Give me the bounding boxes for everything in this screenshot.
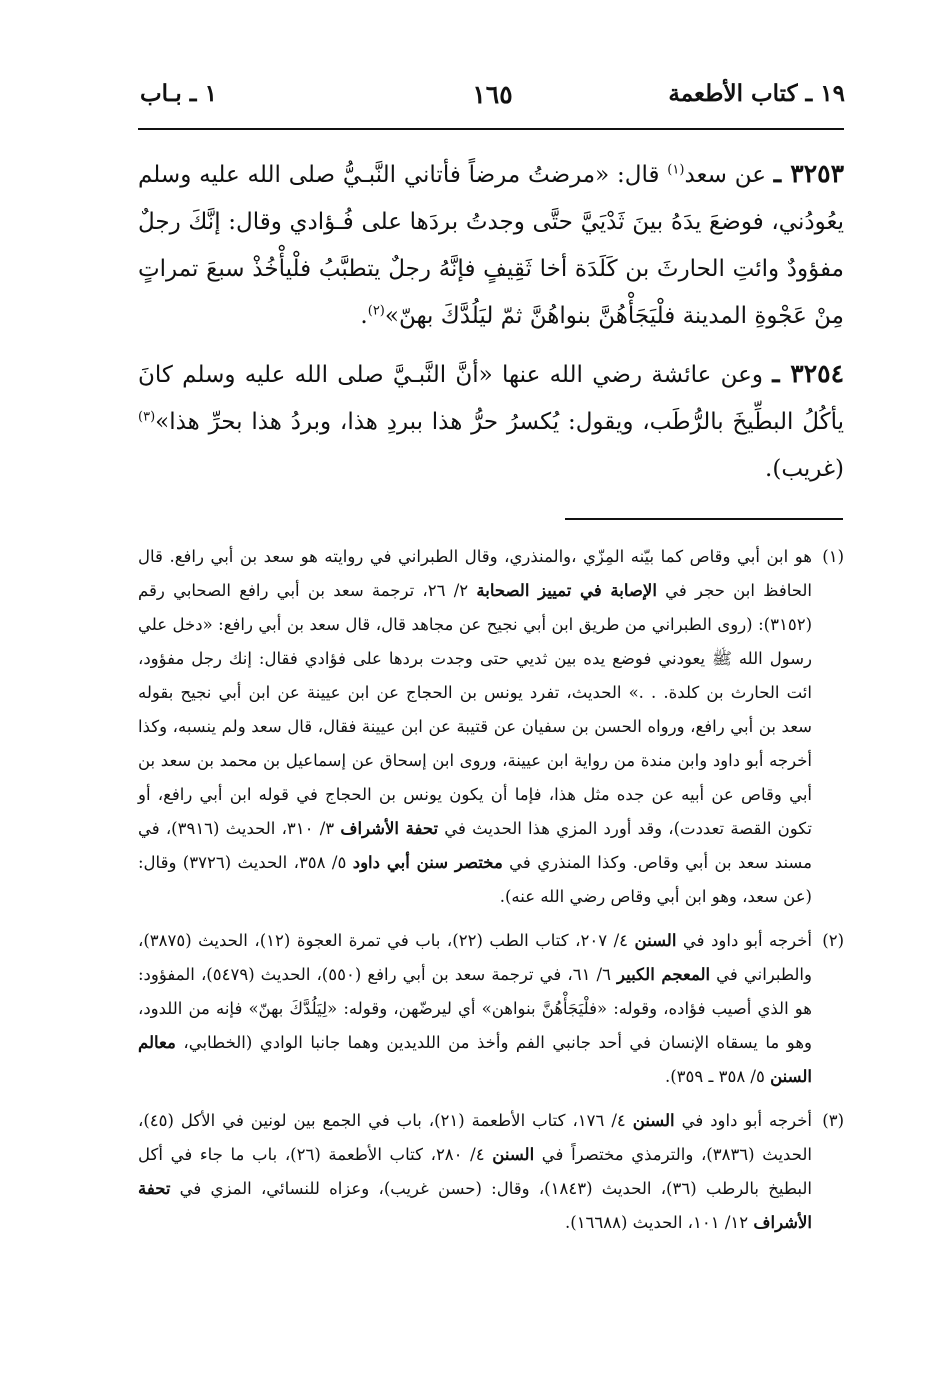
- book-title: الإصابة في تمييز الصحابة: [476, 581, 657, 600]
- footnote-text: ٥/ ٣٥٨ ـ ٣٥٩).: [664, 1067, 771, 1086]
- section-title: ١ ـ بـاب: [140, 80, 217, 107]
- book-title: مختصر سنن أبي داود: [352, 853, 503, 872]
- footnote-text: ٤/ ٢٨٠، كتاب الأطعمة (٢٦)، باب ما جاء في أكل البطيخ بالرطب (٣٦)، الحديث (١٨٤٣)، وقال: (حسن غريب)، وعزاه للنسائي، المزي في: [138, 1145, 812, 1198]
- footnote-text: ١٢/ ١٠١، الحديث (١٦٦٨٨).: [565, 1213, 754, 1232]
- footnote-text: ٦/ ٦١، في ترجمة سعد بن أبي رافع (٥٥٠)، الحديث (٥٤٧٩)، المفؤود: هو الذي أصيب فؤاده، وقوله: «فلْيَجَأْهُنَّ بنواهن» أي ليرضّهن، وقوله: «لِيَلُدَّكَ بهنّ» فإنه من اللدود، وهو ما يسقاه الإنسان في أحد جانبي الفم وأخذ من اللديدين وهما جانبا الوادي (الخطابي،: [138, 965, 812, 1052]
- book-title: معالم السنن: [138, 1033, 812, 1086]
- hadith-number: ٣٢٥٤ ـ: [772, 359, 844, 388]
- footnote-number: (٣): [822, 1111, 844, 1130]
- hadith-3253: [138, 150, 844, 340]
- footnote-1: [138, 540, 844, 914]
- footnote-ref: (٣): [138, 409, 156, 425]
- header-divider: [138, 128, 844, 130]
- footnote-text: أخرجه أبو داود في: [674, 1111, 812, 1130]
- book-title: تحفة الأشراف: [138, 1179, 812, 1232]
- footnote-text: ٤/ ٢٠٧، كتاب الطب (٢٢)، باب في تمرة العجوة (١٢)، الحديث (٣٨٧٥)، والطبراني في: [138, 931, 812, 984]
- footnote-number: (٢): [822, 931, 844, 950]
- hadith-number: ٣٢٥٣ ـ: [773, 159, 845, 188]
- footnote-divider: [565, 518, 843, 520]
- footnote-ref: (١): [667, 162, 685, 178]
- book-title: المعجم الكبير: [617, 965, 711, 984]
- chapter-title: ١٩ ـ كتاب الأطعمة: [668, 80, 845, 107]
- footnote-ref: (٢): [367, 303, 385, 319]
- book-title: السنن: [634, 931, 677, 950]
- footnote-number: (١): [822, 547, 844, 566]
- book-title: السنن: [492, 1145, 535, 1164]
- running-header: [140, 80, 845, 120]
- footnote-2: [138, 924, 844, 1094]
- hadith-text: .: [360, 303, 368, 329]
- page-number: ١٦٥: [472, 80, 513, 109]
- hadith-text: وعن عائشة رضي الله عنها «أنَّ النَّبـيَّ صلى الله عليه وسلم كانَ يأكُلُ البطِّيخَ بالرُّطَب، ويقول: يُكسرُ حرُّ هذا ببردِ هذا، وبردُ هذا بحرِّ هذا»: [138, 362, 844, 435]
- footnote-text: ٣/ ٣١٠، الحديث (٣٩١٦)، في مسند سعد بن أبي وقاص. وكذا المنذري في: [138, 819, 812, 872]
- footnote-text: ٤/ ١٧٦، كتاب الأطعمة (٢١)، باب في الجمع بين لونين في الأكل (٤٥)، الحديث (٣٨٣٦)، والترمذي مختصراً في: [138, 1111, 812, 1164]
- hadith-text: (غريب).: [765, 456, 844, 482]
- book-title: تحفة الأشراف: [340, 819, 439, 838]
- footnote-text: هو ابن أبي وقاص كما بيّنه المِزّي ،والمنذري، وقال الطبراني في روايته هو سعد بن أبي رافع. قال الحافظ ابن حجر في: [138, 547, 812, 600]
- book-title: السنن: [632, 1111, 675, 1130]
- footnote-text: ٥/ ٣٥٨، الحديث (٣٧٢٦) وقال: (عن سعد، وهو ابن أبي وقاص رضي الله عنه).: [138, 853, 812, 906]
- hadith-3254: [138, 350, 844, 493]
- footnote-text: أخرجه أبو داود في: [676, 931, 812, 950]
- hadith-text: قال: «مرضتُ مرضاً فأتاني النَّبـيُّ صلى الله عليه وسلم يعُودُني، فوضعَ يدَهُ بينَ ثَدْيَيَّ حتَّى وجدتُ بردَها على فُـؤادي وقال: إنَّكَ رجلٌ مفؤودٌ وائتِ الحارثَ بن كَلَدَة أخا ثَقِيفٍ فإنَّهُ رجلٌ يتطبَّبُ فلْيأْخُذْ سبعَ تمراتٍ مِنْ عَجْوةِ المدينة فلْيَجَأْهُنَّ بنواهُنَّ ثمّ ليَلُدَّكَ بهنّ»: [138, 162, 844, 329]
- main-text: [138, 150, 844, 503]
- footnotes: [138, 540, 844, 1250]
- hadith-text: عن سعد: [684, 162, 774, 188]
- footnote-3: [138, 1104, 844, 1240]
- footnote-text: ٢/ ٢٦، ترجمة سعد بن أبي رافع الصحابي رقم (٣١٥٢): (روى الطبراني من طريق ابن أبي نجيح عن مجاهد قال، قال سعد بن أبي رافع: «دخل علي رسول الله ﷺ يعودني فوضع يده بين ثديي حتى وجدت بردها على فؤادي فقال: إنك رجل مفؤود، ائت الحارث بن كلدة. . .» الحديث، تفرد يونس بن الحجاج عن ابن عيينة عن ابن أبي نجيح بقوله سعد بن أبي رافع، ورواه الحسن بن سفيان عن قتيبة عن ابن عيينة فقال، قال سعد ولم ينسبه، وكذا أخرجه أبو داود وابن مندة من رواية ابن عيينة، وروى ابن إسحاق عن إسماعيل بن محمد بن سعد بن أبي وقاص عن أبيه عن جده مثل هذا، فإما أن يكون يونس بن الحجاج في قوله ابن أبي رافع، أو تكون القصة تعددت)، وقد أورد المزي هذا الحديث في: [138, 581, 812, 838]
